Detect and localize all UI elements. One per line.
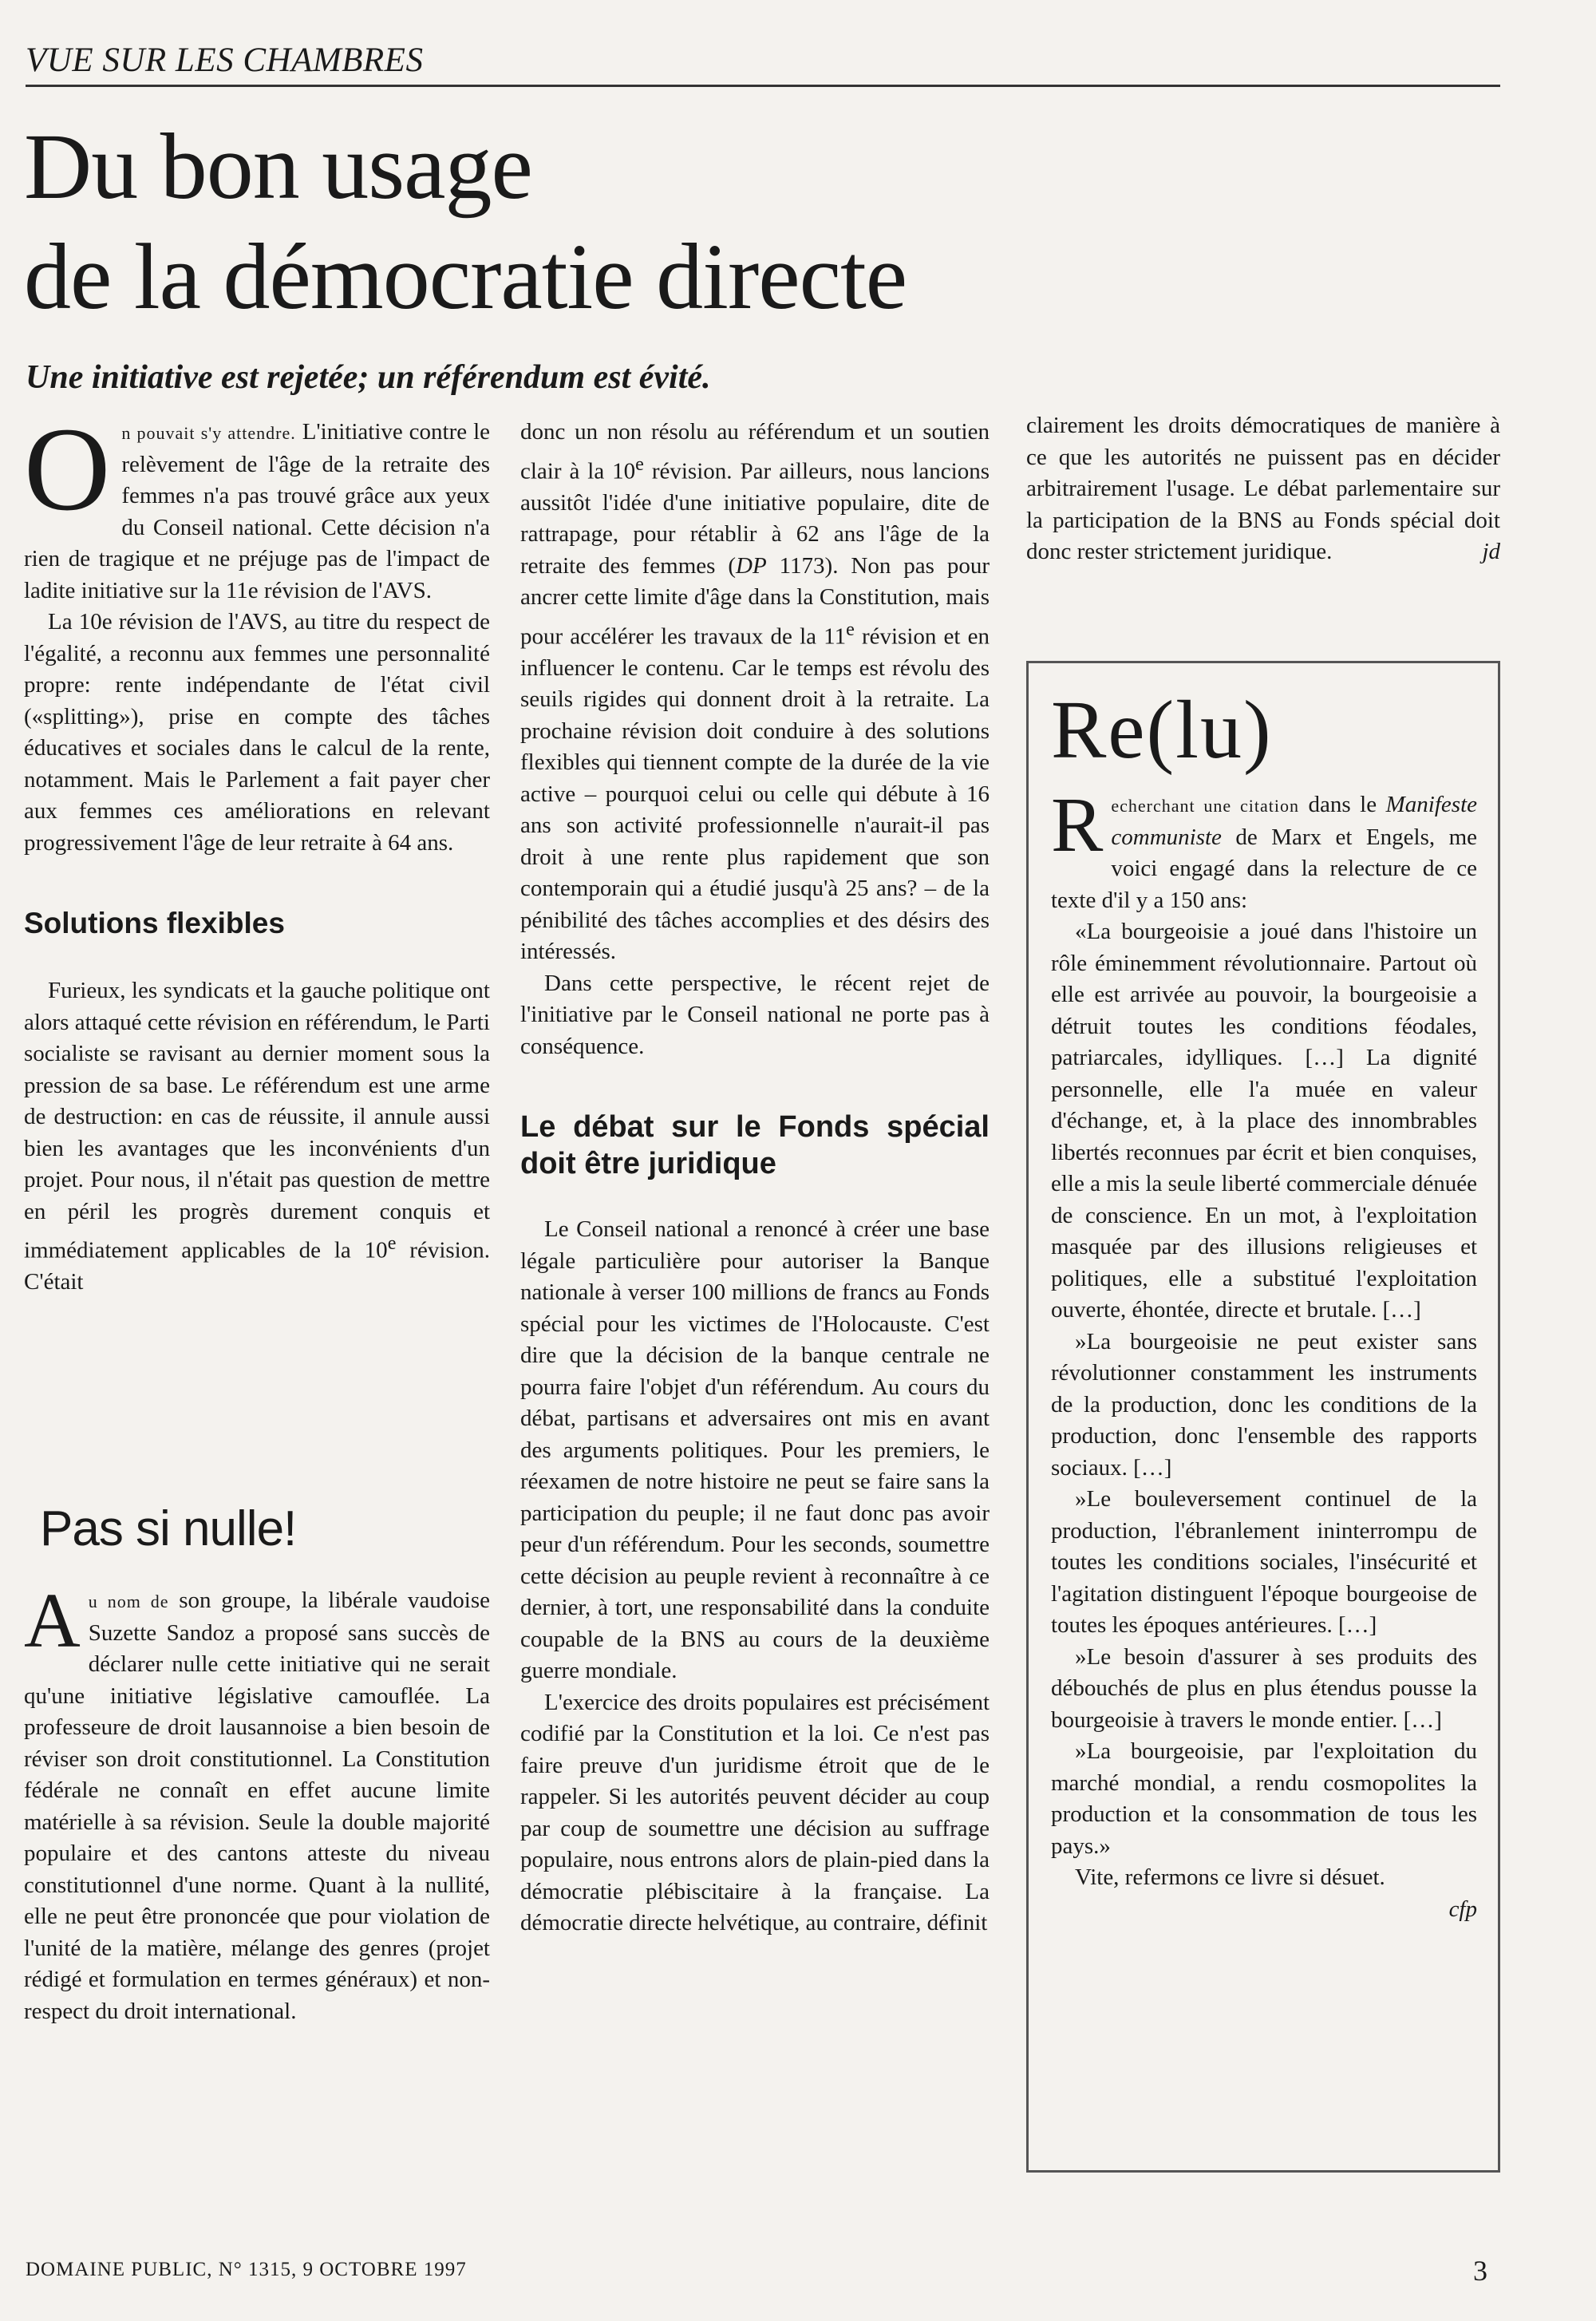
- article-paragraph-2: La 10e révision de l'AVS, au titre du respect de l'égalité, a reconnu aux femmes une personnalité propre: rente indépendante de l'état civil («splitting»), prise en compte des tâches éducatives et sociales dans le calcul de la rente, notamment. Mais le Parlement a fait payer cher aux femmes ces améliorations en relevant progressivement l'âge de leur retraite à 64 ans.: [24, 609, 490, 856]
- footer-publication: DOMAINE PUBLIC, N° 1315, 9 OCTOBRE 1997: [26, 2259, 467, 2280]
- headline-line-1: Du bon usage: [24, 114, 532, 219]
- quote-4: »Le besoin d'assurer à ses produits des débouchés de plus en plus étendus pousse la bourgeoisie à travers le monde entier. […]: [1051, 1643, 1477, 1733]
- subhead-solutions-flexibles: Solutions flexibles: [24, 907, 285, 939]
- book-title: Manifeste communiste: [1111, 792, 1477, 850]
- article-paragraph-1: O n pouvait s'y attendre. L'initiative contre le relèvement de l'âge de la retraite des femmes n'a pas trouvé grâce aux yeux du Conseil national. Cette décision n'a rien de tragique et ne préjuge pas de l'impact de ladite initiative sur la 11e révision de l'AVS.: [24, 403, 491, 603]
- lead-deck: Une initiative est rejetée; un référendum est évité.: [26, 359, 711, 396]
- drop-cap: R: [1051, 782, 1104, 868]
- box-text: A u nom de son groupe, la libérale vaudoise Suzette Sandoz a proposé sans succès de déclarer nulle cette initiative qui ne serait qu'une initiative législative camouflée. La professeure de droit lausannoise a bien besoin de réviser son droit constitutionnel. La Constitution fédérale ne connaît en effet aucune limite matérielle à sa révision. Seule la double majorité populaire et des cantons atteste du niveau constitutionnel d'une norme. Quant à la nullité, elle ne peut être prononcée que pour violation de l'unité de la matière, mélange des genres (projet rédigé et formulation en termes généraux) et non-respect du droit international.: [24, 1578, 490, 2024]
- quote-2: »La bourgeoisie ne peut exister sans révolutionner constamment les instruments de la production, donc les conditions de la production, donc l'ensemble des rapports sociaux. […]: [1051, 1328, 1477, 1481]
- quote-1: «La bourgeoisie a joué dans l'histoire un rôle éminemment révolutionnaire. Partout où elle est arrivée au pouvoir, la bourgeoisie a détruit toutes les conditions féodales, patriarcales, idylliques. […] La dignité personnelle, elle l'a muée en valeur d'échange, et, à la place des innombrables libertés reconnues par écrit et bien conquises, elle a mis la seule liberté commerciale dénuée de conscience. En un mot, à l'exploitation masquée par des illusions religieuses et politiques, elle a substitué l'exploitation ouverte, éhontée, directe et brutale. […]: [1051, 919, 1477, 1323]
- opening-small-caps: echerchant une citation: [1111, 796, 1299, 816]
- sidebar-relu: [1026, 661, 1500, 2173]
- article-column-1: [24, 403, 491, 1299]
- box-intro: R echerchant une citation dans le Manifeste communiste de Marx et Engels, me voici engagé dans la relecture de ce texte d'il y a 150 ans:: [1051, 782, 1478, 913]
- opening-small-caps: n pouvait s'y attendre.: [121, 423, 296, 443]
- subhead-fonds-special: Le débat sur le Fonds spécial doit être juridique: [520, 1110, 990, 1181]
- box-signature: cfp: [1448, 1896, 1477, 1922]
- section-rubric: VUE SUR LES CHAMBRES: [26, 40, 1500, 87]
- headline: [24, 112, 1540, 332]
- headline-line-2: de la démocratie directe: [24, 224, 907, 329]
- article-paragraph-3-start: Furieux, les syndicats et la gauche politique ont alors attaqué cette révision en référendum, le Parti socialiste se ravisant au dernier moment sous la pression de sa base. Le référendum est une arme de destruction: en cas de réussite, il annule aussi bien les avantages que les inconvénients d'un projet. Pour nous, il n'était pas question de mettre en péril les progrès durement conquis et immédiatement applicables de la 10e révision. C'était: [24, 978, 490, 1295]
- page-number: 3: [1473, 2255, 1487, 2287]
- sidebar-pas-si-nulle: [24, 1501, 490, 2027]
- article-column-3: [1026, 410, 1500, 567]
- box-title: Re(lu): [1051, 684, 1273, 776]
- box-title: Pas si nulle!: [40, 1501, 297, 1556]
- article-signature: jd: [1482, 538, 1500, 564]
- article-paragraph-6-end: clairement les droits démocratiques de manière à ce que les autorités ne puissent pas en décider arbitrairement l'usage. Le débat parlementaire sur la participation de la BNS au Fonds spécial doit donc rester strictement juridique.: [1026, 413, 1500, 564]
- article-column-2: [520, 417, 990, 1939]
- drop-cap: A: [24, 1578, 81, 1664]
- article-paragraph-4: Dans cette perspective, le récent rejet de l'initiative par le Conseil national ne porte pas à conséquence.: [520, 970, 990, 1059]
- drop-cap: O: [24, 403, 111, 536]
- article-paragraph-3-cont: donc un non résolu au référendum et un soutien clair à la 10e révision. Par ailleurs, nous lancions aussitôt l'idée d'une initiative populaire, dite de rattrapage, pour rétablir à 62 ans l'âge de la retraite des femmes (DP 1173). Non pas pour ancrer cette limite d'âge dans la Constitution, mais pour accélérer les travaux de la 11e révision et en influencer le contenu. Car le temps est révolu des seuils rigides qui donnent droit à la retraite. La prochaine révision doit conduire à des solutions flexibles qui tiennent compte de la durée de la vie active – pourquoi celui ou celle qui débute à 16 ans son activité professionnelle n'aurait-il pas droit à une rente plus rapidement que son contemporain qui a étudié jusqu'à 25 ans? – de la pénibilité des tâches accomplies et des désirs des intéressés.: [520, 419, 990, 965]
- quote-5: »La bourgeoisie, par l'exploitation du marché mondial, a rendu cosmopolites la production et la consommation de tous les pays.»: [1051, 1738, 1477, 1859]
- closing-line: Vite, refermons ce livre si désuet.: [1075, 1864, 1385, 1890]
- article-paragraph-6-start: L'exercice des droits populaires est précisément codifié par la Constitution et la loi. Ce n'est pas faire preuve d'un juridisme étroit que de le rappeler. Si les autorités peuvent décider au coup par coup de soumettre une décision au suffrage populaire, nous entrons alors de plain-pied dans la démocratie plébiscitaire à la française. La démocratie directe helvétique, au contraire, définit: [520, 1689, 990, 1936]
- article-paragraph-5: Le Conseil national a renoncé à créer une base légale particulière pour autoriser la Banque nationale à verser 100 millions de francs au Fonds spécial pour les victimes de l'Holocauste. C'est dire que la décision de la banque centrale ne pourra faire l'objet d'un référendum. Au cours du débat, partisans et adversaires ont mis en avant des arguments politiques. Pour les premiers, le réexamen de notre histoire ne peut se faire sans la participation du peuple; il ne faut donc pas avoir peur d'un référendum. Pour les seconds, soumettre cette décision au peuple revient à reconnaître à ce dernier, à tort, une responsabilité dans la conduite coupable de la BNS au cours de la deuxième guerre mondiale.: [520, 1216, 990, 1684]
- opening-small-caps: u nom de: [88, 1591, 169, 1611]
- quote-3: »Le bouleversement continuel de la production, l'ébranlement ininterrompu de toutes les conditions sociales, l'insécurité et l'agitation distinguent l'époque bourgeoise de toutes les époques antérieures. […]: [1051, 1486, 1477, 1638]
